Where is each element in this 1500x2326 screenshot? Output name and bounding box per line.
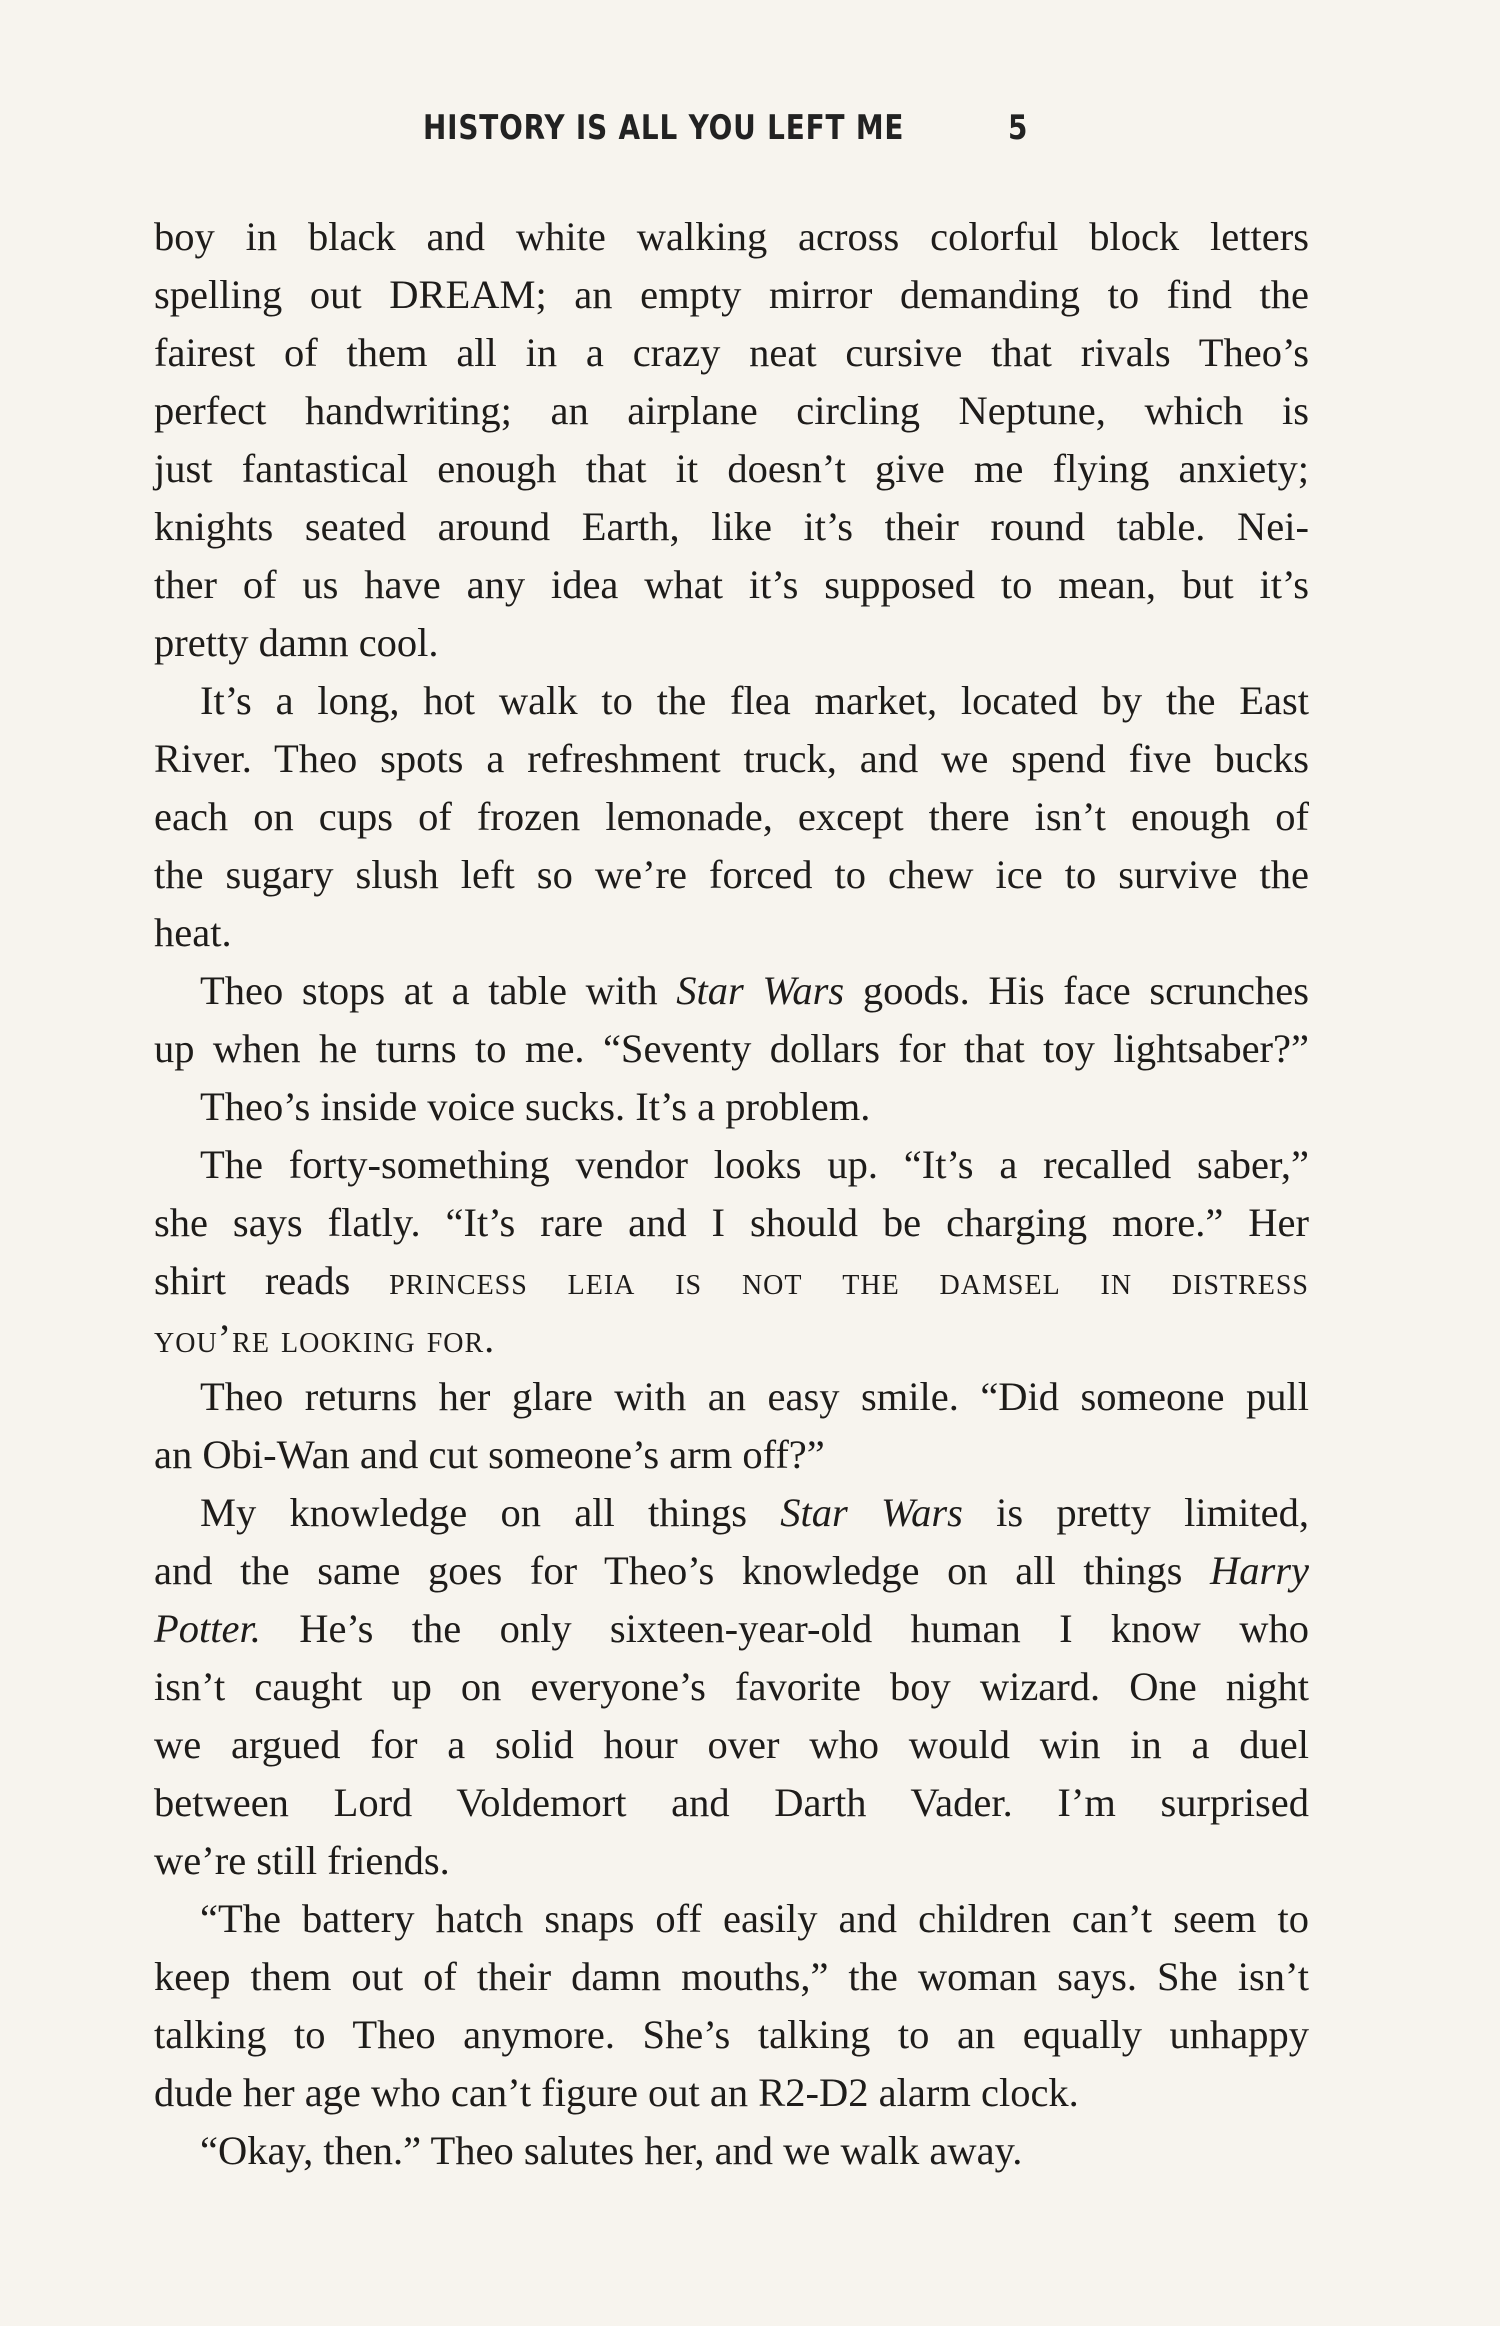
text-line: she says flatly. “It’s rare and I should be charging more.” Her [154, 1200, 1309, 1245]
book-title-italic: Star Wars [780, 1490, 963, 1535]
body-text [154, 208, 1309, 2180]
text-line: ther of us have any idea what it’s supposed to mean, but it’s [154, 562, 1309, 607]
text-line: the sugary slush left so we’re forced to chew ice to survive the [154, 852, 1309, 897]
text-line: spelling out DREAM; an empty mirror demanding to find the [154, 272, 1309, 317]
text-run: My knowledge on all things [200, 1490, 748, 1535]
text-run: shirt reads [154, 1258, 351, 1303]
text-line: “Okay, then.” Theo salutes her, and we walk away. [200, 2128, 1023, 2173]
text-line: fairest of them all in a crazy neat cursive that rivals Theo’s [154, 330, 1309, 375]
page-number: 5 [1008, 108, 1028, 148]
text-line: heat. [154, 910, 232, 955]
text-line: pretty damn cool. [154, 620, 439, 665]
text-line: each on cups of frozen lemonade, except there isn’t enough of [154, 794, 1309, 839]
book-title-italic: Star Wars [676, 968, 845, 1013]
text-line: “The battery hatch snaps off easily and children can’t seem to [200, 1896, 1309, 1941]
text-line [154, 1252, 1309, 1310]
text-run: Theo stops at a table with [200, 968, 658, 1013]
text-run: goods. His face scrunches [862, 968, 1310, 1013]
text-run: is pretty limited, [996, 1490, 1309, 1535]
book-title-italic: Harry [1210, 1548, 1310, 1593]
running-head [0, 108, 1500, 158]
text-line: between Lord Voldemort and Darth Vader. I’m surprised [154, 1780, 1309, 1825]
text-line: talking to Theo anymore. She’s talking to an equally unhappy [154, 2012, 1309, 2057]
text-line: just fantastical enough that it doesn’t give me flying anxiety; [154, 446, 1309, 491]
text-line [154, 1600, 1309, 1658]
book-title-italic: Potter. [154, 1606, 261, 1651]
text-line: knights seated around Earth, like it’s their round table. Nei- [154, 504, 1309, 549]
text-line [154, 1542, 1309, 1600]
text-line [154, 962, 1309, 1020]
text-line: It’s a long, hot walk to the flea market, located by the East [200, 678, 1309, 723]
shirt-text-small-caps: princess leia is not the damsel in distress [389, 1258, 1310, 1303]
text-line: The forty-something vendor looks up. “It’s a recalled saber,” [200, 1142, 1309, 1187]
text-line: perfect handwriting; an airplane circling Neptune, which is [154, 388, 1309, 433]
text-line: isn’t caught up on everyone’s favorite boy wizard. One night [154, 1664, 1309, 1709]
text-line [154, 1484, 1309, 1542]
text-line: up when he turns to me. “Seventy dollars for that toy lightsaber?” [154, 1026, 1309, 1071]
text-run: He’s the only sixteen-year-old human I know who [299, 1606, 1309, 1651]
text-line: dude her age who can’t figure out an R2-D2 alarm clock. [154, 2070, 1079, 2115]
text-line: an Obi-Wan and cut someone’s arm off?” [154, 1432, 825, 1477]
shirt-text-small-caps: you’re looking for. [154, 1316, 496, 1361]
text-line: keep them out of their damn mouths,” the woman says. She isn’t [154, 1954, 1309, 1999]
text-line: boy in black and white walking across colorful block letters [154, 214, 1309, 259]
text-line: Theo’s inside voice sucks. It’s a problem. [200, 1084, 871, 1129]
running-head-title: HISTORY IS ALL YOU LEFT ME [423, 108, 905, 148]
text-line: we argued for a solid hour over who would win in a duel [154, 1722, 1309, 1767]
text-line: we’re still friends. [154, 1838, 450, 1883]
text-line: Theo returns her glare with an easy smile. “Did someone pull [200, 1374, 1309, 1419]
text-run: and the same goes for Theo’s knowledge on all things [154, 1548, 1183, 1593]
text-line: River. Theo spots a refreshment truck, and we spend five bucks [154, 736, 1309, 781]
